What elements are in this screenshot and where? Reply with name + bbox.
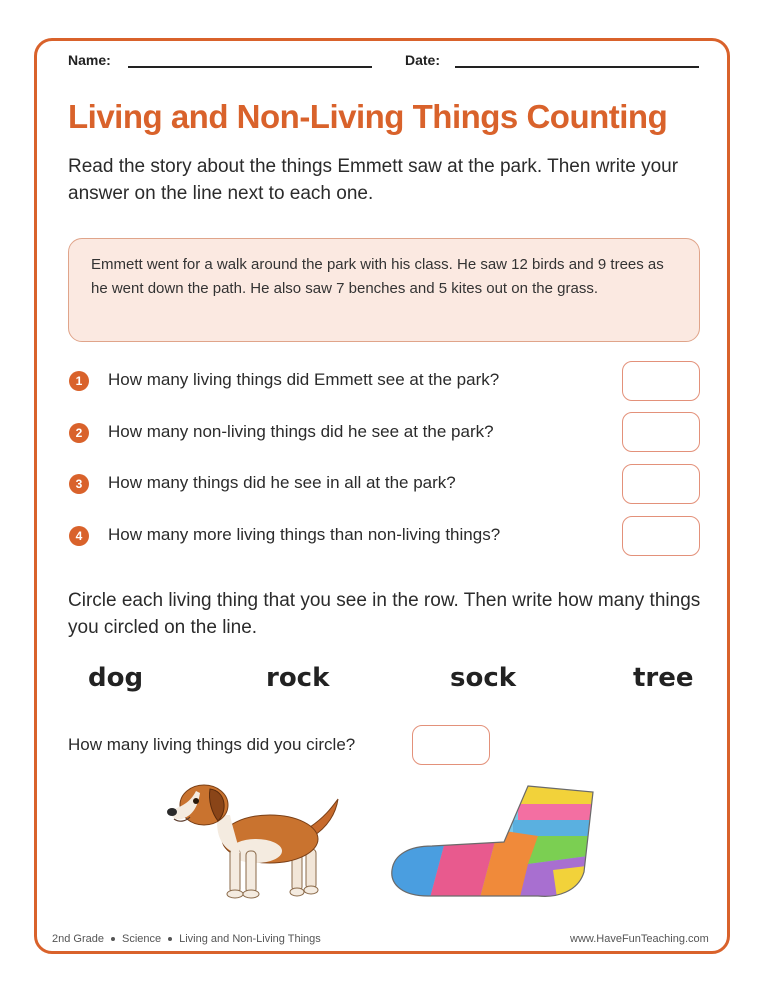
dog-illustration [160,775,345,905]
answer-box-4[interactable] [622,516,700,556]
answer-box-3[interactable] [622,464,700,504]
word-dog[interactable]: dog [88,663,144,693]
separator-dot [111,937,115,941]
word-sock[interactable]: sock [450,663,517,693]
instructions: Read the story about the things Emmett saw at the park. Then write your answer on the line next to each one. [68,156,679,204]
footer-topic: Living and Non-Living Things [179,933,321,945]
question-text-2: How many non-living things did he see at the park? [108,422,494,441]
answer-box-2[interactable] [622,412,700,452]
question-number-1: 1 [69,371,89,391]
question-number-2: 2 [69,423,89,443]
circle-instructions: Circle each living thing that you see in the row. Then write how many things you circled on the line. [68,590,701,638]
separator-dot [168,937,172,941]
footer-grade: 2nd Grade [52,933,104,945]
question-text-3: How many things did he see in all at the park? [108,473,456,492]
word-tree[interactable]: tree [633,663,694,693]
sock-illustration [388,780,603,905]
question-number-3: 3 [69,474,89,494]
date-label: Date: [405,52,441,68]
footer-subject: Science [121,933,162,945]
name-label: Name: [68,52,111,68]
page-title: Living and Non-Living Things Counting [68,98,668,135]
date-line[interactable] [455,66,699,68]
word-rock[interactable]: rock [266,663,330,693]
question-text-1: How many living things did Emmett see at the park? [108,370,500,389]
footer-website[interactable]: www.HaveFunTeaching.com [570,933,709,945]
story-box: Emmett went for a walk around the park with his class. He saw 12 birds and 9 trees as he went down the path. He also saw 7 benches and 5 kites out on the grass. [68,238,700,342]
circle-answer-box[interactable] [412,725,490,765]
footer-breadcrumb [52,933,321,945]
circle-question: How many living things did you circle? [68,735,356,754]
name-line[interactable] [128,66,372,68]
question-number-4: 4 [69,526,89,546]
answer-box-1[interactable] [622,361,700,401]
question-text-4: How many more living things than non-living things? [108,525,501,544]
